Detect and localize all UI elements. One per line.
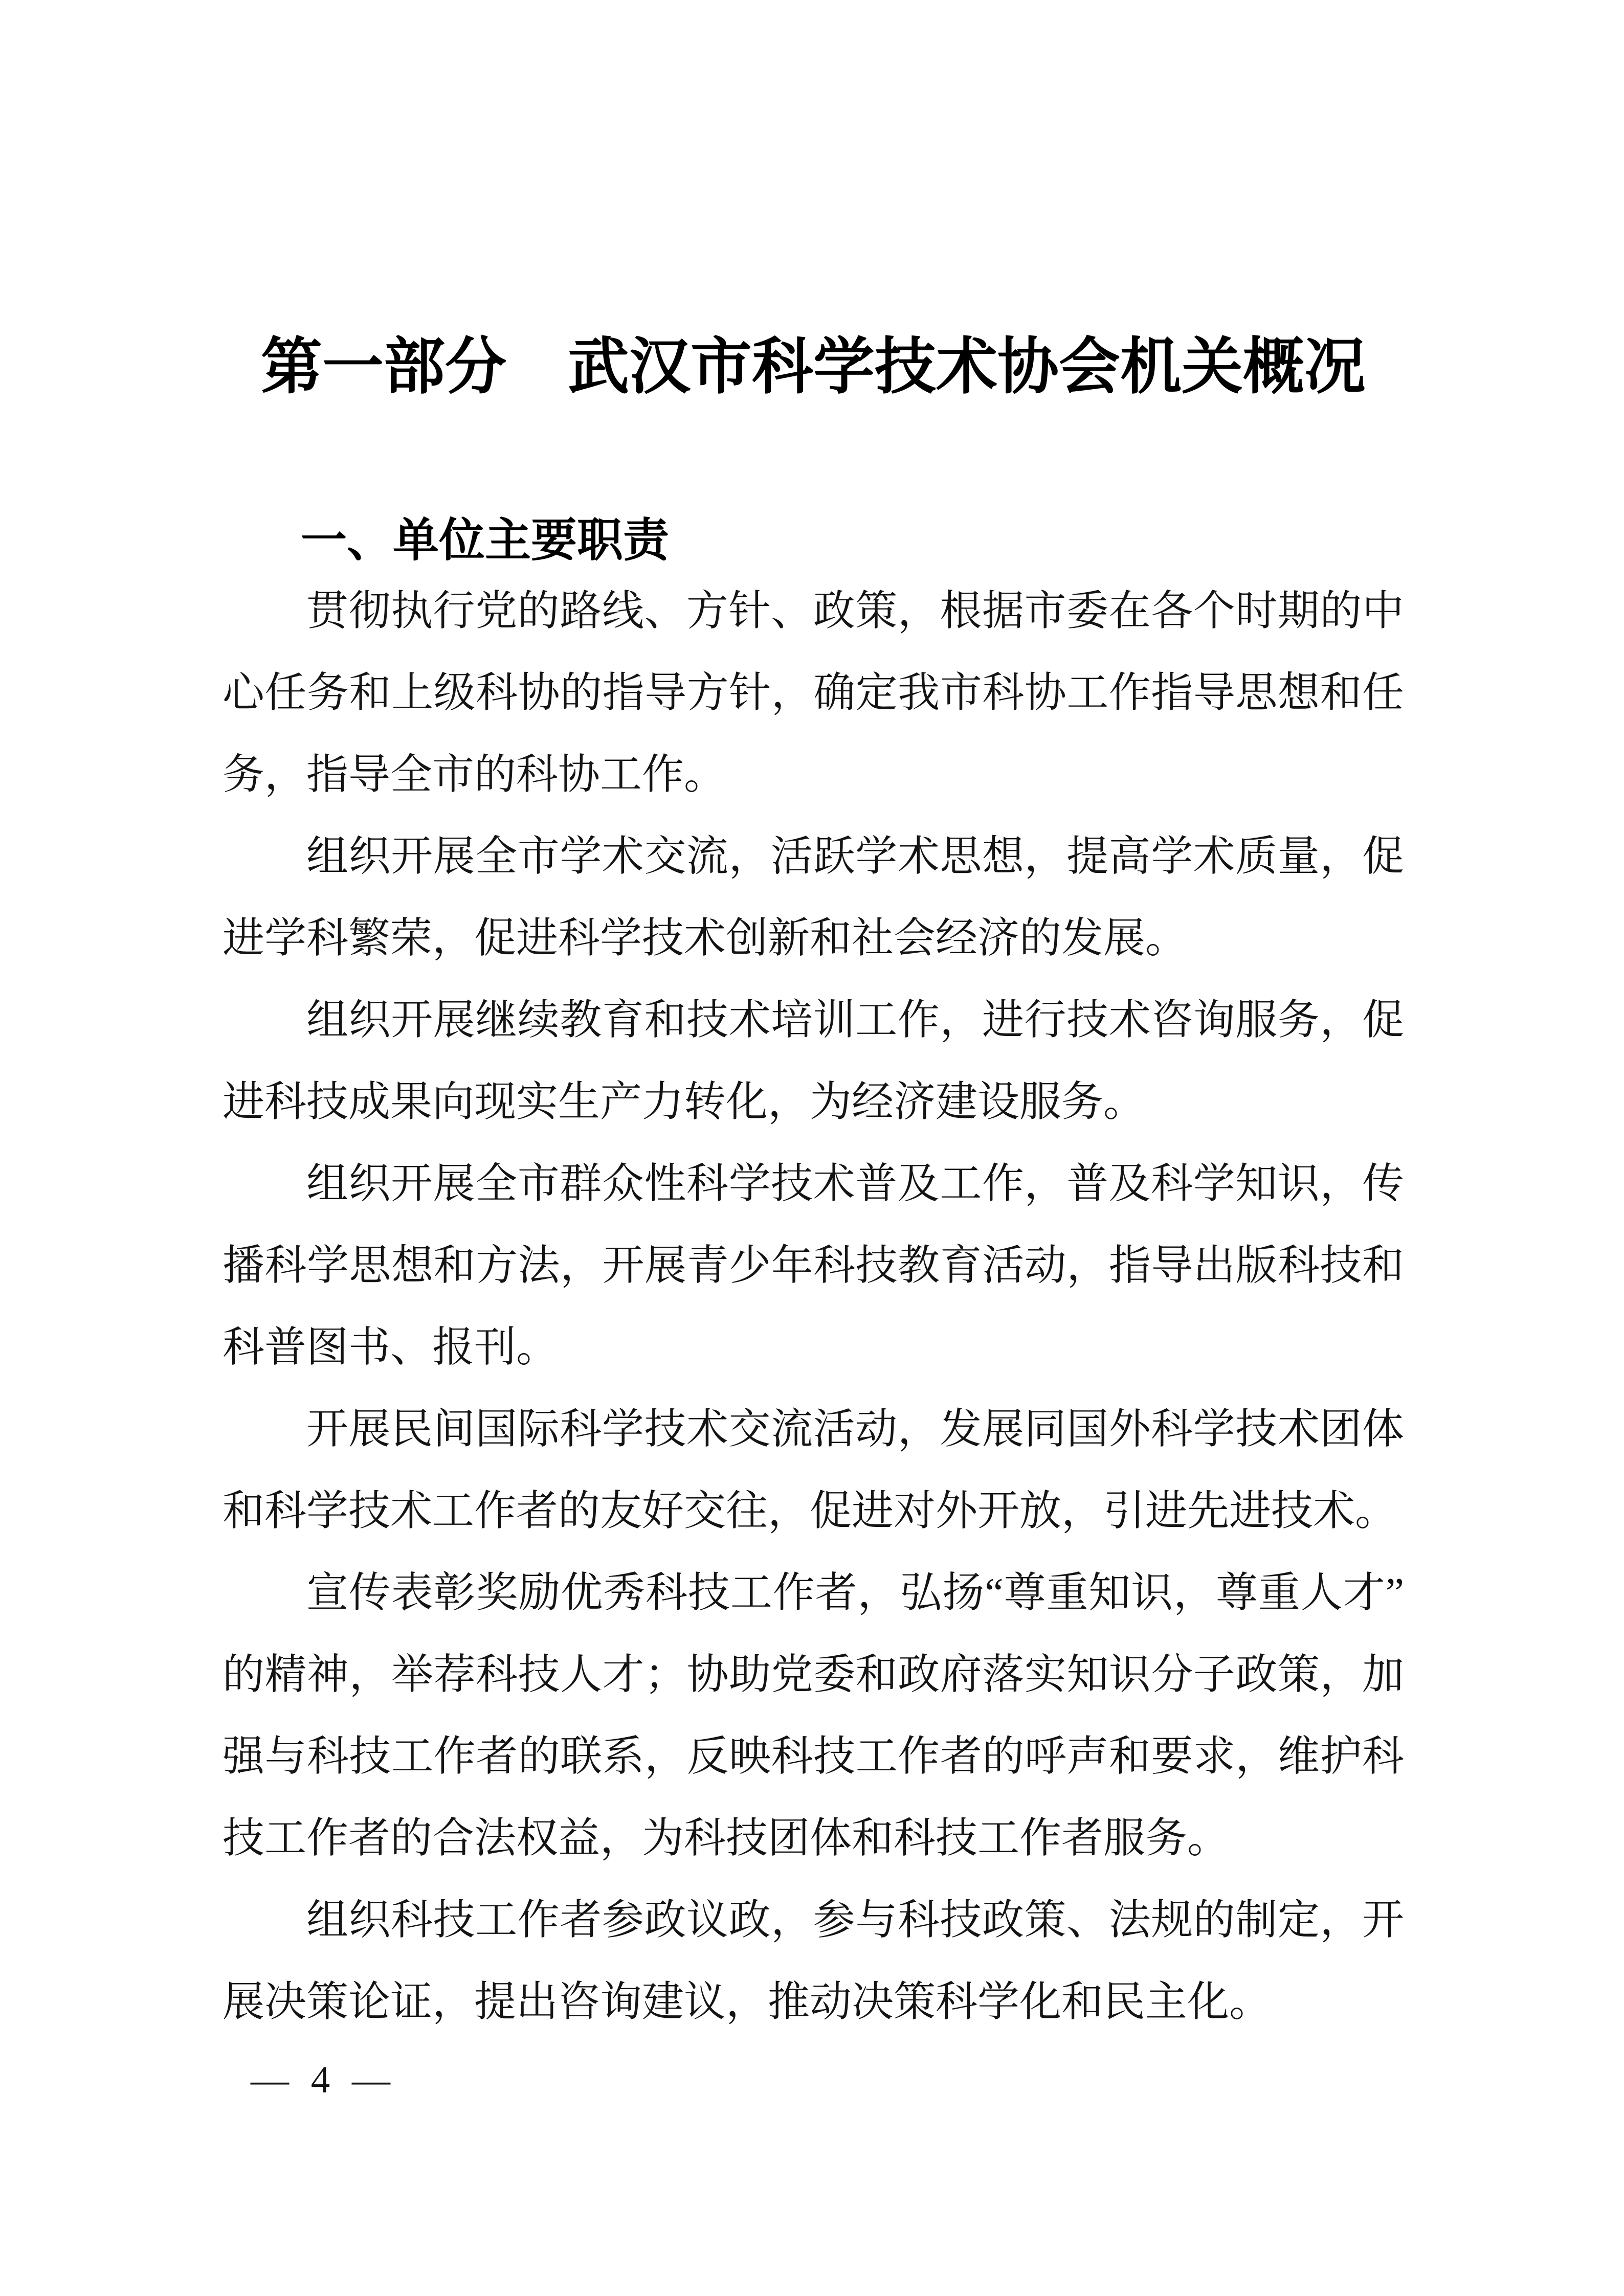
paragraph: 组织科技工作者参政议政，参与科技政策、法规的制定，开展决策论证，提出咨询建议，推动决策科学化和民主化。: [223, 1897, 1404, 2025]
paragraph: 宣传表彰奖励优秀科技工作者，弘扬“尊重知识，尊重人才”的精神，举荐科技人才；协助党委和政府落实知识分子政策，加强与科技工作者的联系，反映科技工作者的呼声和要求，维护科技工作者的合法权益，为科技团体和科技工作者服务。: [223, 1569, 1404, 1861]
paragraph: 组织开展全市学术交流，活跃学术思想，提高学术质量，促进学科繁荣，促进科学技术创新和社会经济的发展。: [223, 833, 1404, 961]
paragraph: 组织开展全市群众性科学技术普及工作，普及科学知识，传播科学思想和方法，开展青少年科技教育活动，指导出版科技和科普图书、报刊。: [223, 1160, 1404, 1370]
paragraph: 组织开展继续教育和技术培训工作，进行技术咨询服务，促进科技成果向现实生产力转化，为经济建设服务。: [223, 997, 1404, 1125]
page-content: [223, 0, 1404, 2109]
section-heading: 一、单位主要职责: [301, 515, 669, 566]
document-body: [223, 570, 1404, 2043]
paragraph: 开展民间国际科学技术交流活动，发展同国外科学技术团体和科学技术工作者的友好交往，促进对外开放，引进先进技术。: [223, 1406, 1404, 1534]
page-title: 第一部分 武汉市科学技术协会机关概况: [261, 332, 1366, 401]
paragraph: 贯彻执行党的路线、方针、政策，根据市委在各个时期的中心任务和上级科协的指导方针，确定我市科协工作指导思想和任务，指导全市的科协工作。: [223, 588, 1404, 798]
page-number: — 4 —: [251, 2059, 396, 2101]
